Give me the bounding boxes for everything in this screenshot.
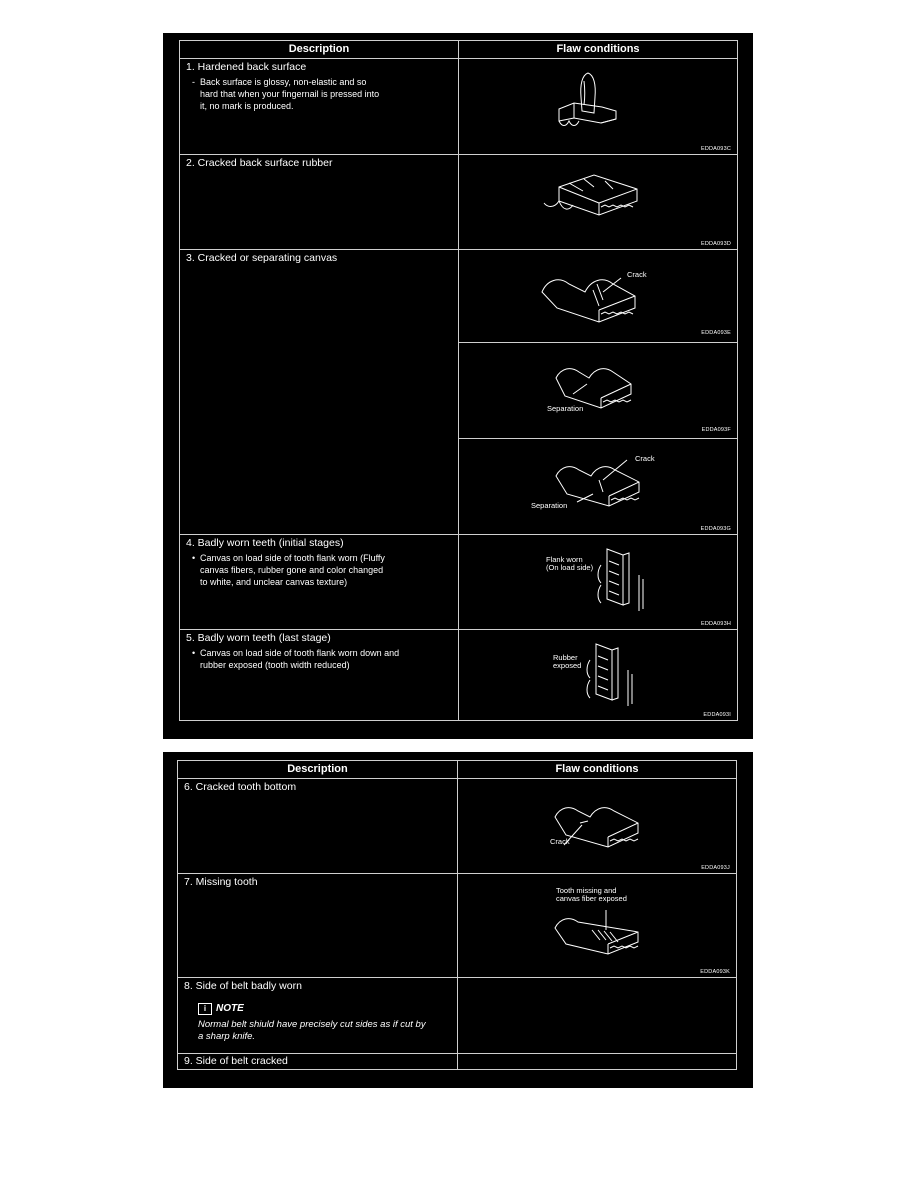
separation-label: Separation (531, 501, 568, 510)
crack-label: Crack (550, 837, 570, 846)
table-row (178, 874, 736, 978)
table-row (180, 630, 737, 720)
flaw-figure-cell (459, 59, 737, 154)
header-description: Description (178, 761, 458, 778)
flaw-table-2 (177, 760, 737, 1070)
crack-label: Crack (627, 270, 647, 279)
table-header-row (180, 41, 737, 59)
figure-code: EDDA093I (703, 712, 731, 718)
table-header-row (178, 761, 736, 779)
row-title: 1. Hardened back surface (186, 61, 307, 73)
row-title: 7. Missing tooth (184, 876, 258, 888)
header-flaw-conditions: Flaw conditions (555, 763, 639, 775)
flaw-figure-cell (459, 630, 737, 720)
table-row (180, 59, 737, 155)
row-title: 2. Cracked back surface rubber (186, 157, 333, 169)
manual-page-panel-2 (163, 752, 753, 1088)
cracked-back-belt-illustration (539, 167, 649, 227)
row-subtext: • Canvas on load side of tooth flank worn down and rubber exposed (tooth width reduced) (192, 647, 400, 670)
figure-code: EDDA093D (700, 241, 731, 247)
flank-worn-illustration (595, 545, 655, 615)
flaw-table-1 (179, 40, 738, 721)
tooth-missing-label: Tooth missing and canvas fiber exposed (556, 886, 627, 903)
cracked-tooth-bottom-illustration (550, 791, 650, 856)
table-row (180, 250, 737, 535)
row-title: 8. Side of belt badly worn (184, 980, 302, 992)
note-info-icon: i (198, 1003, 212, 1015)
flaw-figure-cell (458, 779, 736, 873)
row-subtext: • Canvas on load side of tooth flank worn (Fluffy canvas fibers, rubber gone and color changed to white, and unclear canvas texture) (192, 552, 385, 587)
flaw-figure-cell (458, 978, 736, 1053)
flaw-figure-cell (458, 1054, 736, 1069)
table-row (178, 1054, 736, 1069)
flaw-figure-cell (458, 874, 736, 977)
figure-code: EDDA093F (701, 427, 731, 433)
flaw-figure-cell (459, 155, 737, 249)
crack-label: Crack (635, 454, 655, 463)
note-body: Normal belt shiuld have precisely cut sides as if cut by a sharp knife. (198, 1018, 426, 1042)
header-description: Description (180, 41, 459, 58)
figure-code: EDDA093C (700, 146, 731, 152)
note-heading: i NOTE (178, 1003, 457, 1015)
rubber-exposed-illustration (584, 640, 644, 710)
flaw-figure-cell (459, 535, 737, 629)
rubber-exposed-label: Rubber exposed (553, 653, 582, 670)
figure-divider (459, 438, 737, 439)
row-title: 4. Badly worn teeth (initial stages) (186, 537, 344, 549)
header-flaw-conditions: Flaw conditions (556, 43, 640, 55)
table-row (178, 978, 736, 1054)
table-row (180, 535, 737, 630)
flaw-figure-cell (459, 250, 737, 534)
figure-divider (459, 342, 737, 343)
row-subtext: - Back surface is glossy, non-elastic and so hard that when your fingernail is pressed into it, no mark is produced. (192, 76, 380, 111)
table-row (178, 779, 736, 874)
table-row (180, 155, 737, 250)
missing-tooth-illustration (550, 904, 650, 959)
manual-page-panel-1 (163, 33, 753, 739)
figure-code: EDDA093G (700, 526, 731, 532)
row-title: 3. Cracked or separating canvas (186, 252, 338, 264)
separation-label: Separation (547, 404, 584, 413)
belt-thumb-press-illustration (554, 71, 634, 131)
figure-code: EDDA093K (700, 969, 730, 975)
row-title: 6. Cracked tooth bottom (184, 781, 297, 793)
figure-code: EDDA093H (700, 621, 731, 627)
figure-code: EDDA093E (701, 330, 731, 336)
row-title: 5. Badly worn teeth (last stage) (186, 632, 331, 644)
flank-worn-label: Flank worn (On load side) (546, 555, 594, 572)
figure-code: EDDA093J (701, 865, 730, 871)
row-title: 9. Side of belt cracked (184, 1055, 288, 1067)
